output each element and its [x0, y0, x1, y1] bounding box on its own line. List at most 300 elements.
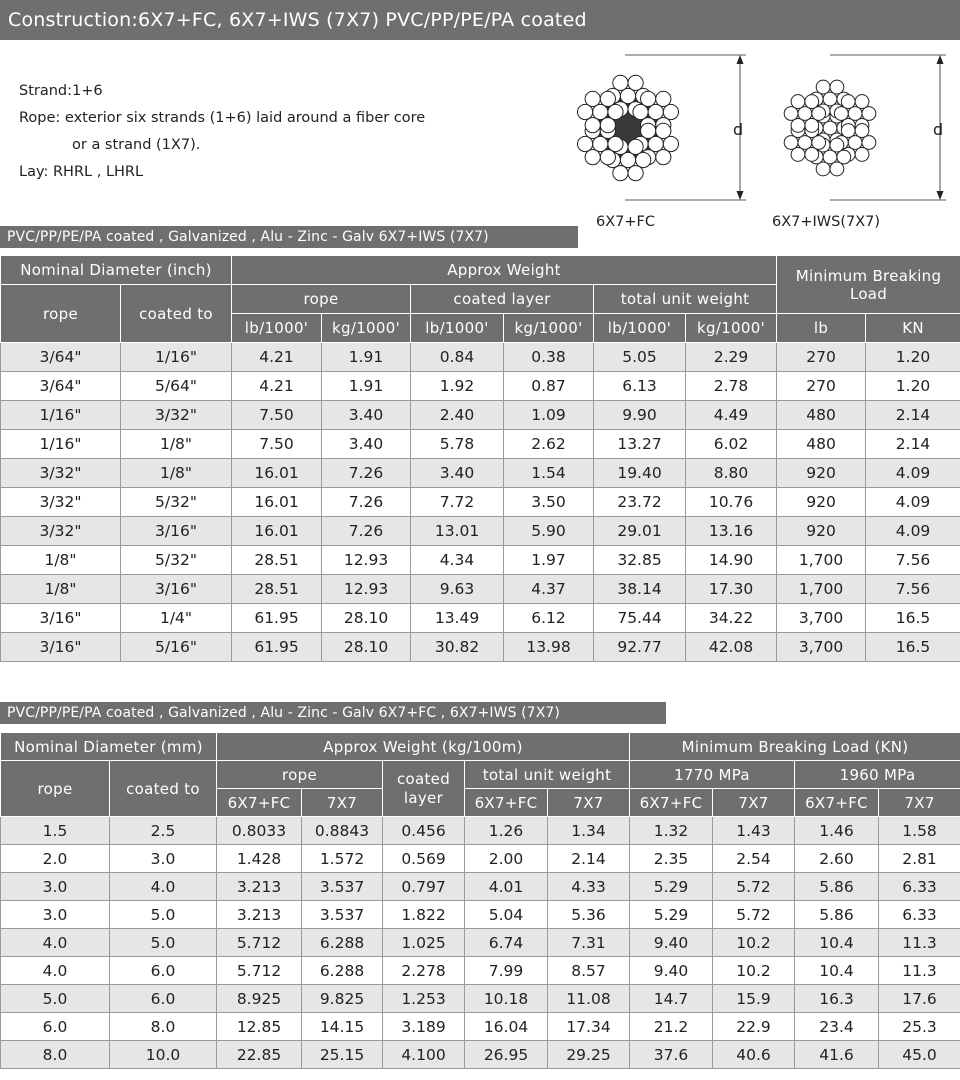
table-cell: 11.08 — [548, 985, 630, 1013]
wire-circle — [613, 75, 628, 90]
table-cell: 23.4 — [795, 1013, 879, 1041]
table-cell: 0.8843 — [302, 817, 383, 845]
table-row — [1, 401, 960, 430]
table-cell: 2.5 — [110, 817, 217, 845]
header-construction: 7X7 — [302, 789, 383, 817]
table-cell: 14.90 — [686, 546, 777, 575]
iws-diagram-label: 6X7+IWS(7X7) — [772, 214, 881, 230]
rope-cross-section-diagrams — [560, 40, 960, 240]
table-cell: 5.0 — [110, 901, 217, 929]
header-1770-mpa: 1770 MPa — [630, 761, 795, 789]
header-construction: 6X7+FC — [630, 789, 713, 817]
table-row — [1, 575, 960, 604]
table-cell: 920 — [777, 459, 866, 488]
table-cell: 5.29 — [630, 873, 713, 901]
table-cell: 1.92 — [411, 372, 504, 401]
table-cell: 2.14 — [866, 401, 960, 430]
table-cell: 26.95 — [465, 1041, 548, 1069]
table-cell: 28.10 — [322, 633, 411, 662]
table-cell: 41.6 — [795, 1041, 879, 1069]
wire-circle — [600, 150, 615, 165]
table-row — [1, 845, 960, 873]
table-cell: 0.87 — [504, 372, 594, 401]
table-cell: 1.09 — [504, 401, 594, 430]
page-title: Construction:6X7+FC, 6X7+IWS (7X7) PVC/PP/PE/PA coated — [0, 0, 960, 40]
table2-section-title: PVC/PP/PE/PA coated , Galvanized , Alu - Zinc - Galv 6X7+FC , 6X7+IWS (7X7) — [0, 702, 666, 724]
table-cell: 7.26 — [322, 517, 411, 546]
table-cell: 34.22 — [686, 604, 777, 633]
table-cell: 6.288 — [302, 929, 383, 957]
table-cell: 1/4" — [121, 604, 232, 633]
wire-circle — [791, 95, 805, 109]
table-cell: 2.0 — [1, 845, 110, 873]
table-row — [1, 1041, 960, 1069]
table-cell: 3,700 — [777, 604, 866, 633]
table-cell: 1/8" — [121, 459, 232, 488]
wire-circle — [641, 123, 656, 138]
table-cell: 3.0 — [110, 845, 217, 873]
table-cell: 4.09 — [866, 517, 960, 546]
table-cell: 6.12 — [504, 604, 594, 633]
header-approx-weight: Approx Weight (kg/100m) — [217, 733, 630, 761]
header-construction: 7X7 — [713, 789, 795, 817]
table-cell: 5.04 — [465, 901, 548, 929]
table-cell: 45.0 — [879, 1041, 960, 1069]
table-cell: 1.91 — [322, 372, 411, 401]
header-coated-to: coated to — [121, 285, 232, 343]
wire-circle — [830, 80, 844, 94]
table-cell: 10.4 — [795, 929, 879, 957]
header-unit: kg/1000' — [686, 314, 777, 343]
table-cell: 4.21 — [232, 343, 322, 372]
table-row — [1, 517, 960, 546]
table-row — [1, 430, 960, 459]
table-row — [1, 372, 960, 401]
wire-circle — [585, 118, 600, 133]
wire-circle — [805, 148, 819, 162]
wire-circle — [585, 150, 600, 165]
table-cell: 3/32" — [1, 517, 121, 546]
table-cell: 0.569 — [383, 845, 465, 873]
table-cell: 16.01 — [232, 488, 322, 517]
table-cell: 3.189 — [383, 1013, 465, 1041]
lay-text: Lay: RHRL , LHRL — [19, 164, 144, 180]
table-cell: 14.15 — [302, 1013, 383, 1041]
wire-circle — [855, 95, 869, 109]
table-cell: 3.0 — [1, 873, 110, 901]
wire-circle — [656, 91, 671, 106]
wire-circle — [812, 107, 826, 121]
table-cell: 7.56 — [866, 546, 960, 575]
wire-circle — [636, 152, 651, 167]
wire-circle — [600, 118, 615, 133]
table-cell: 17.6 — [879, 985, 960, 1013]
table-cell: 5.05 — [594, 343, 686, 372]
header-coated-layer: coated layer — [411, 285, 594, 314]
wire-circle — [862, 136, 876, 150]
wire-circle — [791, 148, 805, 162]
table-cell: 6.74 — [465, 929, 548, 957]
header-approx-weight: Approx Weight — [232, 256, 777, 285]
table-cell: 2.14 — [548, 845, 630, 873]
wire-circle — [823, 121, 837, 135]
table-cell: 1.32 — [630, 817, 713, 845]
table-cell: 2.62 — [504, 430, 594, 459]
table-cell: 3/64" — [1, 343, 121, 372]
table-cell: 10.76 — [686, 488, 777, 517]
wire-circle — [608, 136, 623, 151]
table-cell: 1.822 — [383, 901, 465, 929]
wire-circle — [628, 75, 643, 90]
table-cell: 2.14 — [866, 430, 960, 459]
table-cell: 16.01 — [232, 459, 322, 488]
wire-circle — [862, 107, 876, 121]
wire-circle — [848, 136, 862, 150]
table-cell: 37.6 — [630, 1041, 713, 1069]
table-cell: 2.00 — [465, 845, 548, 873]
header-construction: 7X7 — [879, 789, 960, 817]
table-cell: 8.0 — [110, 1013, 217, 1041]
table-cell: 920 — [777, 488, 866, 517]
table-cell: 6.13 — [594, 372, 686, 401]
wire-circle — [848, 107, 862, 121]
header-construction: 6X7+FC — [795, 789, 879, 817]
table-cell: 16.3 — [795, 985, 879, 1013]
mm-spec-table — [0, 732, 960, 1069]
iws-cross-section-diagram — [784, 80, 876, 176]
table-cell: 3/32" — [121, 401, 232, 430]
header-unit: lb/1000' — [232, 314, 322, 343]
table-cell: 3/16" — [121, 575, 232, 604]
table-row — [1, 985, 960, 1013]
table-cell: 19.40 — [594, 459, 686, 488]
table-cell: 22.9 — [713, 1013, 795, 1041]
table-cell: 13.16 — [686, 517, 777, 546]
table-cell: 3/32" — [1, 488, 121, 517]
header-unit: KN — [866, 314, 960, 343]
table-cell: 2.29 — [686, 343, 777, 372]
table-cell: 1.025 — [383, 929, 465, 957]
table-cell: 15.9 — [713, 985, 795, 1013]
table-cell: 3.213 — [217, 901, 302, 929]
wire-circle — [608, 104, 623, 119]
table-cell: 4.37 — [504, 575, 594, 604]
wire-circle — [620, 152, 635, 167]
table-cell: 2.78 — [686, 372, 777, 401]
table-cell: 3.213 — [217, 873, 302, 901]
table-cell: 3.40 — [411, 459, 504, 488]
table-cell: 1.54 — [504, 459, 594, 488]
wire-circle — [620, 88, 635, 103]
table-cell: 270 — [777, 372, 866, 401]
table-cell: 9.90 — [594, 401, 686, 430]
table-cell: 10.0 — [110, 1041, 217, 1069]
table-cell: 10.4 — [795, 957, 879, 985]
table-cell: 5.72 — [713, 901, 795, 929]
table-cell: 92.77 — [594, 633, 686, 662]
wire-circle — [791, 119, 805, 133]
header-unit: lb/1000' — [411, 314, 504, 343]
table-cell: 4.49 — [686, 401, 777, 430]
table-cell: 28.51 — [232, 546, 322, 575]
table-cell: 5.712 — [217, 957, 302, 985]
table-row — [1, 546, 960, 575]
header-1960-mpa: 1960 MPa — [795, 761, 960, 789]
table-cell: 5.90 — [504, 517, 594, 546]
table-cell: 4.0 — [110, 873, 217, 901]
table-cell: 480 — [777, 401, 866, 430]
table-cell: 4.0 — [1, 929, 110, 957]
table-cell: 4.09 — [866, 488, 960, 517]
table-cell: 12.93 — [322, 575, 411, 604]
wire-circle — [841, 124, 855, 138]
table-cell: 3/16" — [1, 633, 121, 662]
table-cell: 5.86 — [795, 873, 879, 901]
wire-circle — [656, 150, 671, 165]
wire-circle — [628, 166, 643, 181]
table-row — [1, 459, 960, 488]
table-cell: 9.40 — [630, 957, 713, 985]
table-cell: 7.56 — [866, 575, 960, 604]
table-cell: 10.2 — [713, 929, 795, 957]
table-cell: 9.40 — [630, 929, 713, 957]
table-cell: 3,700 — [777, 633, 866, 662]
table-cell: 75.44 — [594, 604, 686, 633]
wire-circle — [585, 91, 600, 106]
wire-circle — [798, 107, 812, 121]
table-cell: 8.80 — [686, 459, 777, 488]
table-cell: 9.825 — [302, 985, 383, 1013]
wire-circle — [823, 92, 837, 106]
table-cell: 5.78 — [411, 430, 504, 459]
wire-circle — [648, 104, 663, 119]
table-cell: 3.40 — [322, 430, 411, 459]
table-cell: 5.72 — [713, 873, 795, 901]
table-cell: 5/32" — [121, 546, 232, 575]
table-cell: 17.34 — [548, 1013, 630, 1041]
wire-circle — [805, 95, 819, 109]
wire-circle — [628, 139, 643, 154]
mm-table-body — [1, 817, 960, 1069]
wire-circle — [816, 80, 830, 94]
table-cell: 7.31 — [548, 929, 630, 957]
table-cell: 4.34 — [411, 546, 504, 575]
table-cell: 4.09 — [866, 459, 960, 488]
table-cell: 32.85 — [594, 546, 686, 575]
header-coated-layer — [383, 761, 465, 817]
table-cell: 28.10 — [322, 604, 411, 633]
table-cell: 3/16" — [121, 517, 232, 546]
table-row — [1, 817, 960, 845]
header-coated-to: coated to — [110, 761, 217, 817]
table-cell: 7.50 — [232, 401, 322, 430]
table-cell: 1.46 — [795, 817, 879, 845]
table-cell: 1.43 — [713, 817, 795, 845]
header-total-unit-weight: total unit weight — [465, 761, 630, 789]
table-cell: 29.01 — [594, 517, 686, 546]
table-cell: 5/64" — [121, 372, 232, 401]
table-cell: 4.01 — [465, 873, 548, 901]
table-cell: 7.50 — [232, 430, 322, 459]
table-cell: 5/32" — [121, 488, 232, 517]
table-cell: 17.30 — [686, 575, 777, 604]
header-unit: lb/1000' — [594, 314, 686, 343]
table-cell: 0.456 — [383, 817, 465, 845]
table-row — [1, 633, 960, 662]
table-row — [1, 1013, 960, 1041]
header-coated-layer-text: coated layer — [396, 769, 451, 807]
strand-text: Strand:1+6 — [19, 83, 103, 99]
header-construction: 7X7 — [548, 789, 630, 817]
table-cell: 22.85 — [217, 1041, 302, 1069]
wire-circle — [663, 104, 678, 119]
table-cell: 10.18 — [465, 985, 548, 1013]
table-cell: 1.58 — [879, 817, 960, 845]
table-cell: 0.797 — [383, 873, 465, 901]
table-row — [1, 488, 960, 517]
table-cell: 16.04 — [465, 1013, 548, 1041]
wire-circle — [823, 150, 837, 164]
table-cell: 8.0 — [1, 1041, 110, 1069]
table-cell: 4.21 — [232, 372, 322, 401]
table-cell: 21.2 — [630, 1013, 713, 1041]
table-cell: 28.51 — [232, 575, 322, 604]
header-unit: kg/1000' — [504, 314, 594, 343]
fc-diagram-label: 6X7+FC — [596, 214, 655, 230]
header-nominal-diameter: Nominal Diameter (mm) — [1, 733, 217, 761]
inch-spec-table — [0, 255, 960, 662]
wire-circle — [633, 104, 648, 119]
table-cell: 6.33 — [879, 901, 960, 929]
wire-circle — [812, 136, 826, 150]
table-cell: 2.54 — [713, 845, 795, 873]
table-cell: 3/16" — [1, 604, 121, 633]
table-cell: 16.5 — [866, 633, 960, 662]
rope-text-line1: Rope: exterior six strands (1+6) laid around a fiber core — [19, 110, 426, 126]
table-cell: 12.85 — [217, 1013, 302, 1041]
table-cell: 6.02 — [686, 430, 777, 459]
header-min-breaking-load: Minimum Breaking Load (KN) — [630, 733, 960, 761]
table-cell: 3.537 — [302, 873, 383, 901]
wire-circle — [855, 148, 869, 162]
table-cell: 4.33 — [548, 873, 630, 901]
header-rope-diameter: rope — [1, 285, 121, 343]
table-cell: 2.35 — [630, 845, 713, 873]
table-cell: 16.5 — [866, 604, 960, 633]
wire-circle — [784, 107, 798, 121]
header-unit: lb — [777, 314, 866, 343]
table-cell: 1.20 — [866, 343, 960, 372]
table-cell: 40.6 — [713, 1041, 795, 1069]
table-cell: 5.0 — [110, 929, 217, 957]
table-cell: 480 — [777, 430, 866, 459]
table-row — [1, 929, 960, 957]
wire-circle — [816, 162, 830, 176]
table-cell: 0.38 — [504, 343, 594, 372]
table-cell: 1.572 — [302, 845, 383, 873]
wire-circle — [641, 91, 656, 106]
table-cell: 1/8" — [1, 546, 121, 575]
table-cell: 1.253 — [383, 985, 465, 1013]
table-row — [1, 873, 960, 901]
wire-circle — [663, 136, 678, 151]
table-row — [1, 343, 960, 372]
table-cell: 5.36 — [548, 901, 630, 929]
table-cell: 25.3 — [879, 1013, 960, 1041]
table-cell: 13.98 — [504, 633, 594, 662]
table-cell: 6.0 — [110, 957, 217, 985]
table-cell: 12.93 — [322, 546, 411, 575]
table-cell: 11.3 — [879, 929, 960, 957]
table-cell: 270 — [777, 343, 866, 372]
wire-circle — [656, 123, 671, 138]
fc-cross-section-diagram — [577, 75, 678, 181]
header-construction: 6X7+FC — [217, 789, 302, 817]
construction-description — [19, 78, 425, 186]
table-cell: 1/16" — [121, 343, 232, 372]
table-cell: 13.01 — [411, 517, 504, 546]
header-rope-weight: rope — [232, 285, 411, 314]
table-cell: 1.20 — [866, 372, 960, 401]
table-cell: 3/32" — [1, 459, 121, 488]
table-cell: 8.57 — [548, 957, 630, 985]
table-cell: 1,700 — [777, 575, 866, 604]
table-cell: 61.95 — [232, 633, 322, 662]
table-cell: 4.0 — [1, 957, 110, 985]
inch-table-body — [1, 343, 960, 662]
table-cell: 2.81 — [879, 845, 960, 873]
wire-circle — [577, 104, 592, 119]
header-unit: kg/1000' — [322, 314, 411, 343]
table-cell: 1.97 — [504, 546, 594, 575]
table-cell: 11.3 — [879, 957, 960, 985]
table-cell: 13.49 — [411, 604, 504, 633]
table-cell: 1.34 — [548, 817, 630, 845]
table-cell: 61.95 — [232, 604, 322, 633]
wire-circle — [855, 124, 869, 138]
table-cell: 1.91 — [322, 343, 411, 372]
table-cell: 2.278 — [383, 957, 465, 985]
wire-circle — [648, 136, 663, 151]
table-cell: 0.8033 — [217, 817, 302, 845]
header-nominal-diameter: Nominal Diameter (inch) — [1, 256, 232, 285]
table-cell: 1/16" — [1, 430, 121, 459]
table-cell: 42.08 — [686, 633, 777, 662]
table-cell: 6.0 — [1, 1013, 110, 1041]
iws-dimension-label: d — [933, 120, 944, 139]
table-cell: 1/8" — [1, 575, 121, 604]
table-row — [1, 957, 960, 985]
table-cell: 5.86 — [795, 901, 879, 929]
table-cell: 5.29 — [630, 901, 713, 929]
wire-circle — [837, 150, 851, 164]
wire-circle — [784, 136, 798, 150]
table-cell: 1.5 — [1, 817, 110, 845]
table-cell: 1/16" — [1, 401, 121, 430]
table-cell: 3.40 — [322, 401, 411, 430]
header-rope-diameter: rope — [1, 761, 110, 817]
table-cell: 14.7 — [630, 985, 713, 1013]
header-total-unit-weight: total unit weight — [594, 285, 777, 314]
table-row — [1, 604, 960, 633]
table-cell: 1,700 — [777, 546, 866, 575]
fc-dimension-label: d — [733, 120, 744, 139]
table-cell: 6.0 — [110, 985, 217, 1013]
table-row — [1, 901, 960, 929]
table-cell: 7.99 — [465, 957, 548, 985]
table-cell: 23.72 — [594, 488, 686, 517]
table-cell: 5.712 — [217, 929, 302, 957]
